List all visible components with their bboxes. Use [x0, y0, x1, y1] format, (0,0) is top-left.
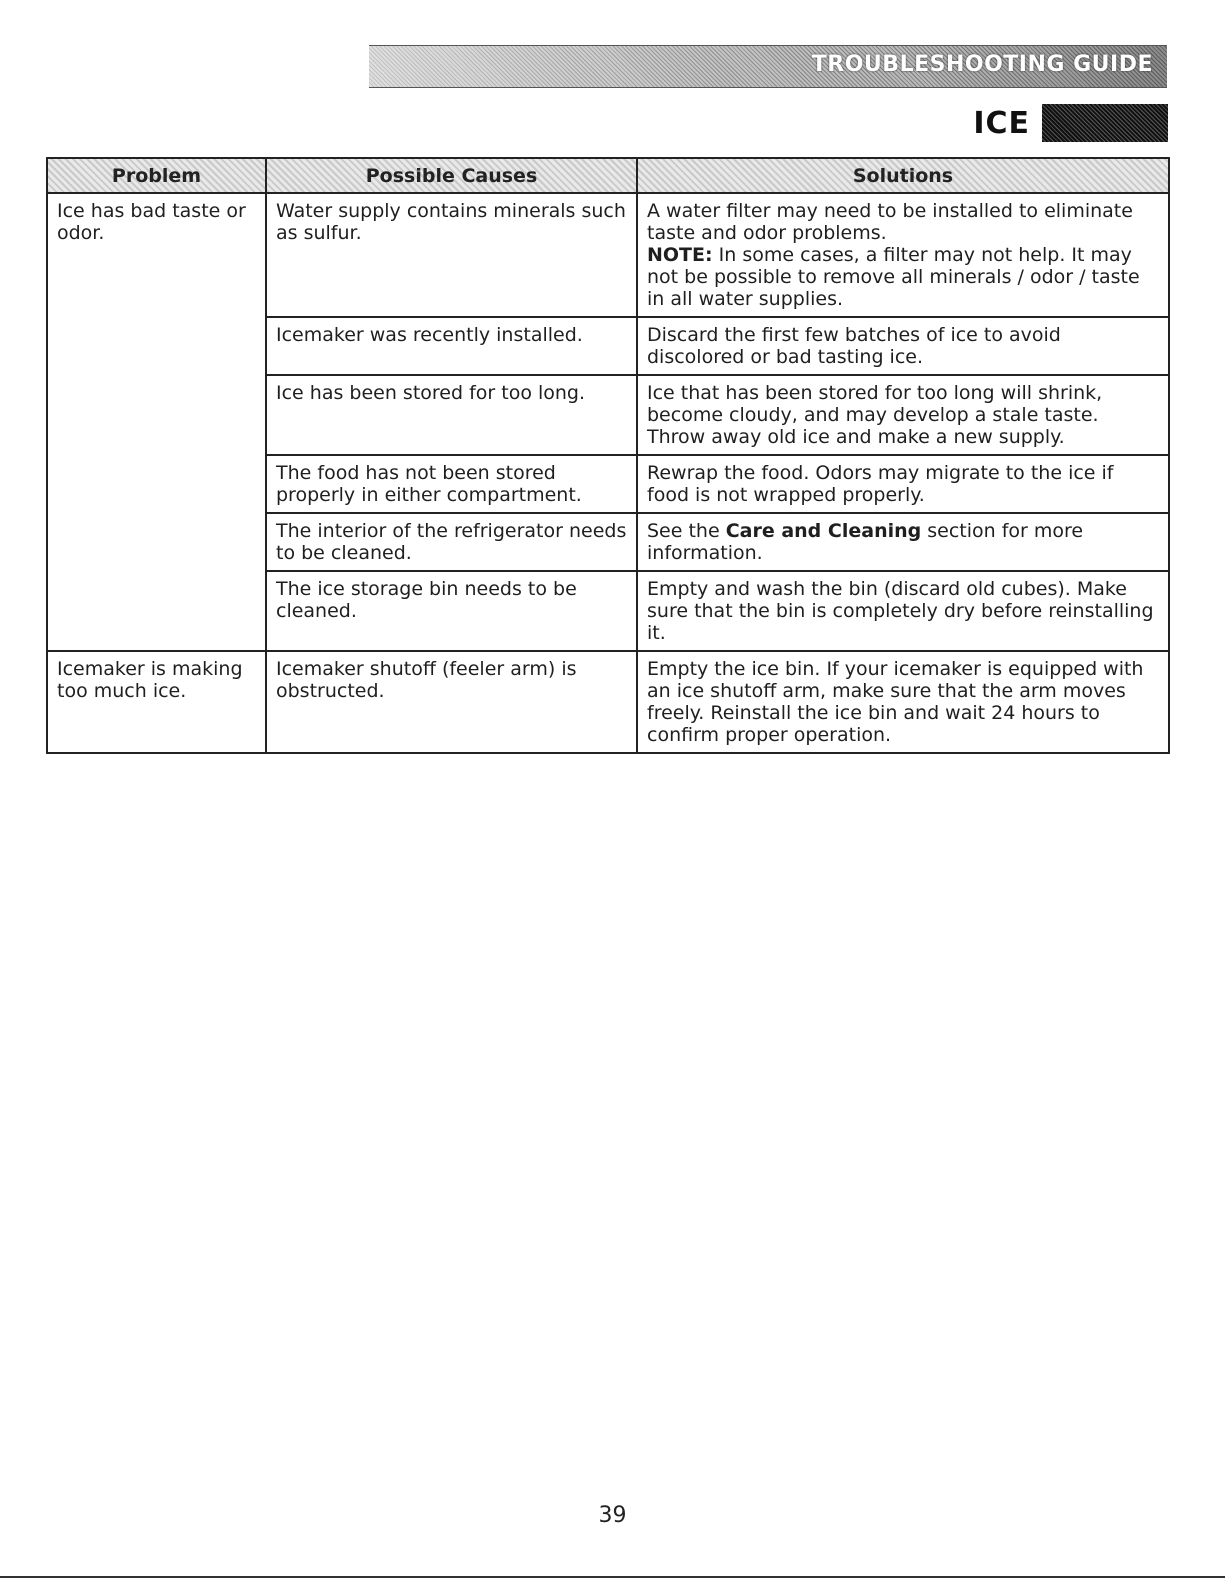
bottom-rule [0, 1576, 1225, 1578]
column-header-problem: Problem [47, 158, 266, 193]
column-header-solutions: Solutions [637, 158, 1169, 193]
solution-text-pre: See the [647, 520, 726, 542]
cause-cell: The interior of the refrigerator needs to be cleaned. [266, 513, 637, 571]
column-header-causes: Possible Causes [266, 158, 637, 193]
table-row [47, 193, 1169, 317]
solution-cell: Rewrap the food. Odors may migrate to the ice if food is not wrapped properly. [637, 455, 1169, 513]
section-banner [369, 45, 1167, 88]
cause-cell: Icemaker shutoff (feeler arm) is obstructed. [266, 651, 637, 753]
troubleshooting-table [46, 157, 1170, 754]
cause-cell: The ice storage bin needs to be cleaned. [266, 571, 637, 651]
solution-cell: Empty the ice bin. If your icemaker is equipped with an ice shutoff arm, make sure that the arm moves freely. Reinstall the ice bin and wait 24 hours to confirm proper operation. [637, 651, 1169, 753]
table-row [47, 651, 1169, 753]
cause-cell: Ice has been stored for too long. [266, 375, 637, 455]
cause-cell: Icemaker was recently installed. [266, 317, 637, 375]
solution-cell [637, 193, 1169, 317]
solution-text: A water filter may need to be installed to eliminate taste and odor problems. [647, 200, 1133, 244]
section-marker-block [1042, 104, 1168, 142]
solution-cell: Discard the first few batches of ice to avoid discolored or bad tasting ice. [637, 317, 1169, 375]
table-header-row [47, 158, 1169, 193]
care-and-cleaning-reference: Care and Cleaning [725, 520, 922, 542]
solution-cell: Empty and wash the bin (discard old cubes). Make sure that the bin is completely dry before reinstalling it. [637, 571, 1169, 651]
cause-cell: Water supply contains minerals such as sulfur. [266, 193, 637, 317]
problem-cell: Icemaker is making too much ice. [47, 651, 266, 753]
cause-cell: The food has not been stored properly in either compartment. [266, 455, 637, 513]
solution-cell: Ice that has been stored for too long will shrink, become cloudy, and may develop a stale taste. Throw away old ice and make a new supply. [637, 375, 1169, 455]
solution-text-post: section for more information. [647, 520, 1084, 564]
problem-cell: Ice has bad taste or odor. [47, 193, 266, 651]
note-paragraph [647, 244, 1160, 310]
section-label: ICE [973, 105, 1030, 141]
section-heading [973, 104, 1168, 142]
note-label: NOTE: [647, 244, 713, 266]
note-text: In some cases, a filter may not help. It may not be possible to remove all minerals / odor / taste in all water supplies. [647, 244, 1140, 310]
page-number: 39 [598, 1503, 627, 1528]
banner-title: TROUBLESHOOTING GUIDE [811, 52, 1153, 77]
solution-cell [637, 513, 1169, 571]
